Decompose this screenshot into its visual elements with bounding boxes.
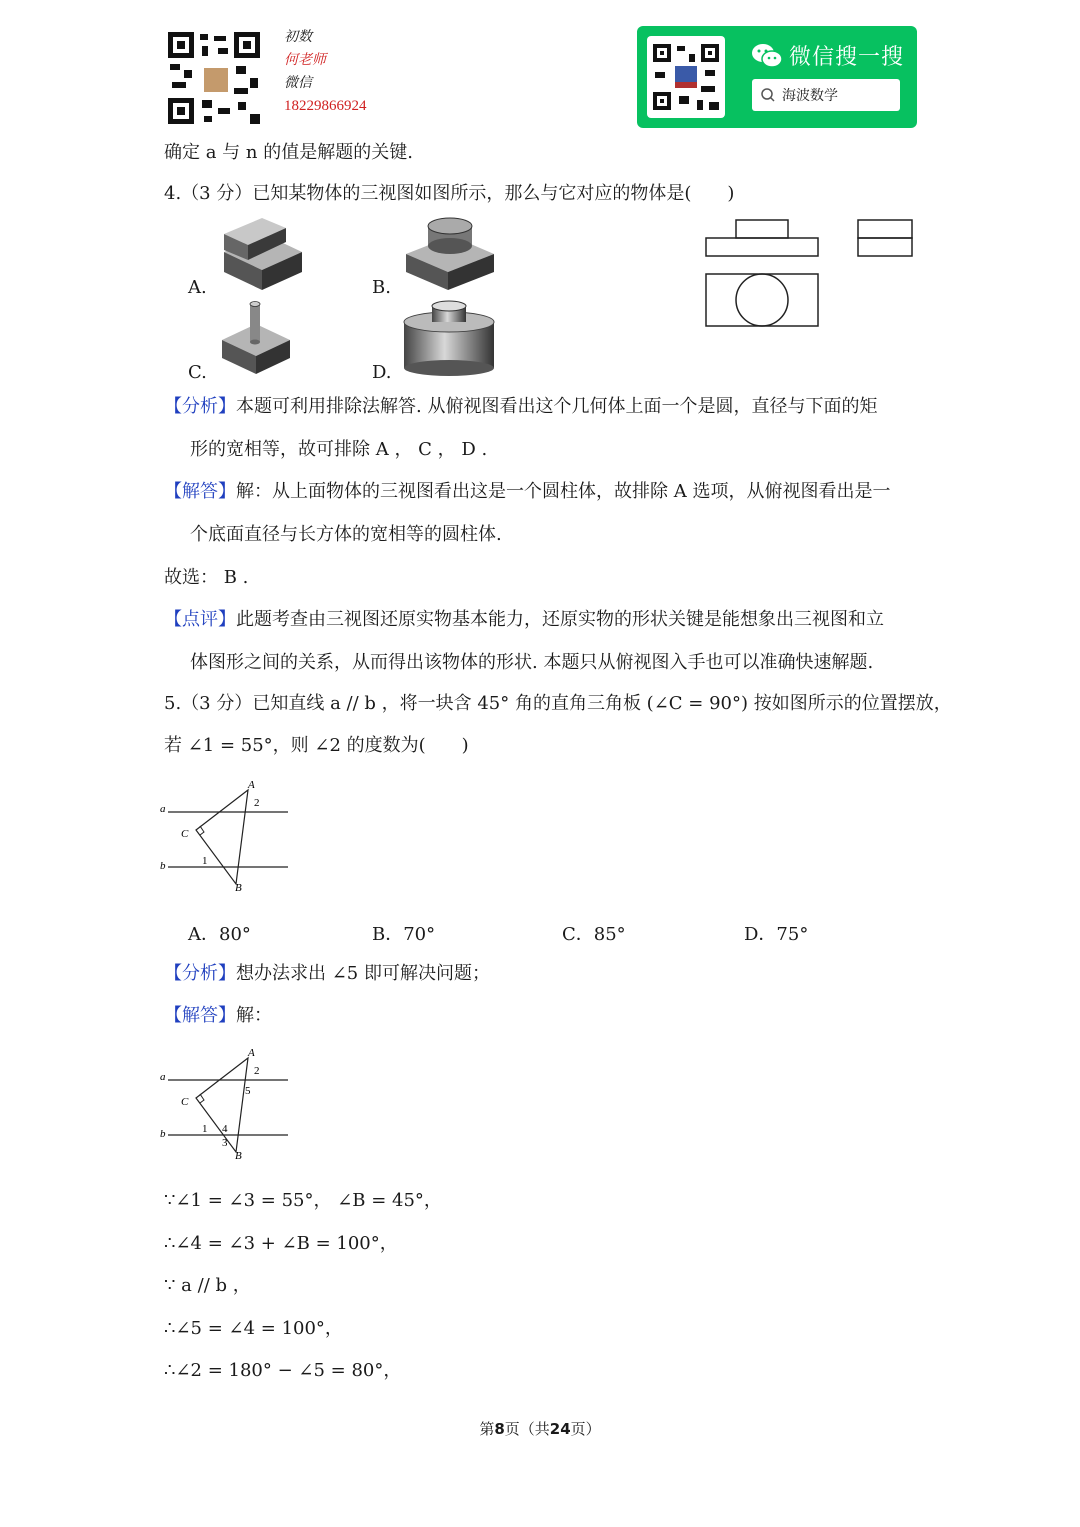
fig2-label-A: A [248, 1047, 255, 1059]
solution-step-2: ∴∠4 = ∠3 + ∠B = 100°， [164, 1233, 398, 1254]
fig1-label-a: a [160, 803, 166, 815]
q5-answer [164, 1003, 272, 1029]
wechat-logo-icon [751, 42, 783, 70]
solution-step-1: ∵∠1 = ∠3 = 55°， ∠B = 45°， [164, 1190, 442, 1211]
wechat-title: 微信搜一搜 [789, 45, 905, 70]
fig1-label-b: b [160, 860, 166, 872]
analysis-tag: 【分析】 [164, 396, 236, 417]
q4-choice: 故选： B . [164, 567, 249, 588]
header-wechat-label: 微信 [284, 75, 312, 91]
q4-option-b-label: B. [372, 277, 391, 298]
q5-option-b: B．70° [372, 924, 436, 945]
header-teacher: 何老师 [284, 52, 326, 68]
q5-analysis-tag: 【分析】 [164, 963, 236, 984]
avatar [202, 66, 230, 94]
fig2-label-5: 5 [245, 1085, 251, 1097]
comment-text: 此题考查由三视图还原实物基本能力，还原实物的形状关键是能想象出三视图和立 [236, 609, 884, 630]
fig1-label-B: B [235, 882, 242, 894]
footer-suffix: 页） [570, 1420, 601, 1438]
q4-analysis-line1 [164, 394, 877, 420]
page-footer [0, 1418, 1080, 1439]
q4-option-b-figure [402, 214, 498, 292]
header-phone: 18229866924 [284, 98, 367, 114]
fig1-label-C: C [181, 828, 189, 840]
q5-solution-figure [160, 1046, 294, 1164]
header-caption [284, 26, 367, 118]
q5-analysis-text: 想办法求出 ∠5 即可解决问题； [236, 963, 490, 984]
comment-tag: 【点评】 [164, 609, 236, 630]
fig2-label-3: 3 [222, 1137, 228, 1149]
footer-page-number: 8 [494, 1420, 505, 1438]
analysis-text: 本题可利用排除法解答. 从俯视图看出这个几何体上面一个是圆，直径与下面的矩 [236, 396, 878, 417]
q5-option-c: C．85° [562, 924, 626, 945]
fig2-label-C: C [181, 1096, 189, 1108]
footer-total-pages: 24 [549, 1420, 571, 1438]
fig2-label-B: B [235, 1150, 242, 1162]
q5-option-a: A．80° [188, 924, 251, 945]
question-5-line2: 若 ∠1 = 55°，则 ∠2 的度数为( ) [164, 735, 469, 756]
q4-comment-line2: 体图形之间的关系，从而得出该物体的形状. 本题只从俯视图入手也可以准确快速解题. [190, 652, 874, 673]
footer-mid: 页（共 [504, 1420, 550, 1438]
qr-code-left [168, 32, 260, 124]
footer-prefix: 第 [479, 1420, 495, 1438]
q5-figure [160, 778, 294, 896]
search-input[interactable] [752, 79, 900, 111]
q4-comment-line1 [164, 607, 884, 633]
q4-option-d-figure [402, 298, 496, 378]
answer-tag: 【解答】 [164, 481, 236, 502]
qr-code-right [647, 36, 725, 118]
fig1-label-1: 1 [202, 855, 208, 867]
q4-option-a-figure [220, 214, 306, 292]
solution-step-5: ∴∠2 = 180° − ∠5 = 80°， [164, 1360, 402, 1381]
fig2-label-2: 2 [254, 1065, 260, 1077]
question-4: 4.（3 分）已知某物体的三视图如图所示，那么与它对应的物体是( ) [164, 183, 735, 204]
fig1-label-2: 2 [254, 797, 260, 809]
q4-answer-line2: 个底面直径与长方体的宽相等的圆柱体. [190, 524, 502, 545]
header-line1: 初数 [284, 29, 312, 45]
q5-option-d: D．75° [744, 924, 809, 945]
fig2-label-4: 4 [222, 1123, 228, 1135]
search-text: 海波数学 [782, 88, 838, 104]
solution-step-3: ∵ a // b ， [164, 1275, 251, 1296]
q5-analysis [164, 961, 490, 987]
question-5-line1: 5.（3 分）已知直线 a // b ，将一块含 45° 角的直角三角板 (∠C = 90°) 按如图所示的位置摆放， [164, 693, 952, 714]
q5-answer-text: 解： [236, 1005, 272, 1026]
q4-option-c-label: C. [188, 362, 207, 383]
q4-answer-line1 [164, 479, 890, 505]
q4-option-c-figure [218, 298, 294, 378]
q4-option-d-label: D. [372, 362, 392, 383]
q5-answer-tag: 【解答】 [164, 1005, 236, 1026]
search-icon [760, 87, 776, 103]
fig2-label-a: a [160, 1071, 166, 1083]
three-view-drawing [700, 214, 920, 330]
fig1-label-A: A [248, 779, 255, 791]
fig2-label-b: b [160, 1128, 166, 1140]
text-line-0: 确定 a 与 n 的值是解题的关键. [164, 142, 413, 163]
fig2-label-1: 1 [202, 1123, 208, 1135]
answer-text: 解：从上面物体的三视图看出这是一个圆柱体，故排除 A 选项，从俯视图看出是一 [236, 481, 891, 502]
solution-step-4: ∴∠5 = ∠4 = 100°， [164, 1318, 343, 1339]
q4-analysis-line2: 形的宽相等，故可排除 A ， C ， D . [190, 439, 488, 460]
q4-option-a-label: A. [188, 277, 207, 298]
wechat-search-banner[interactable] [637, 26, 917, 128]
